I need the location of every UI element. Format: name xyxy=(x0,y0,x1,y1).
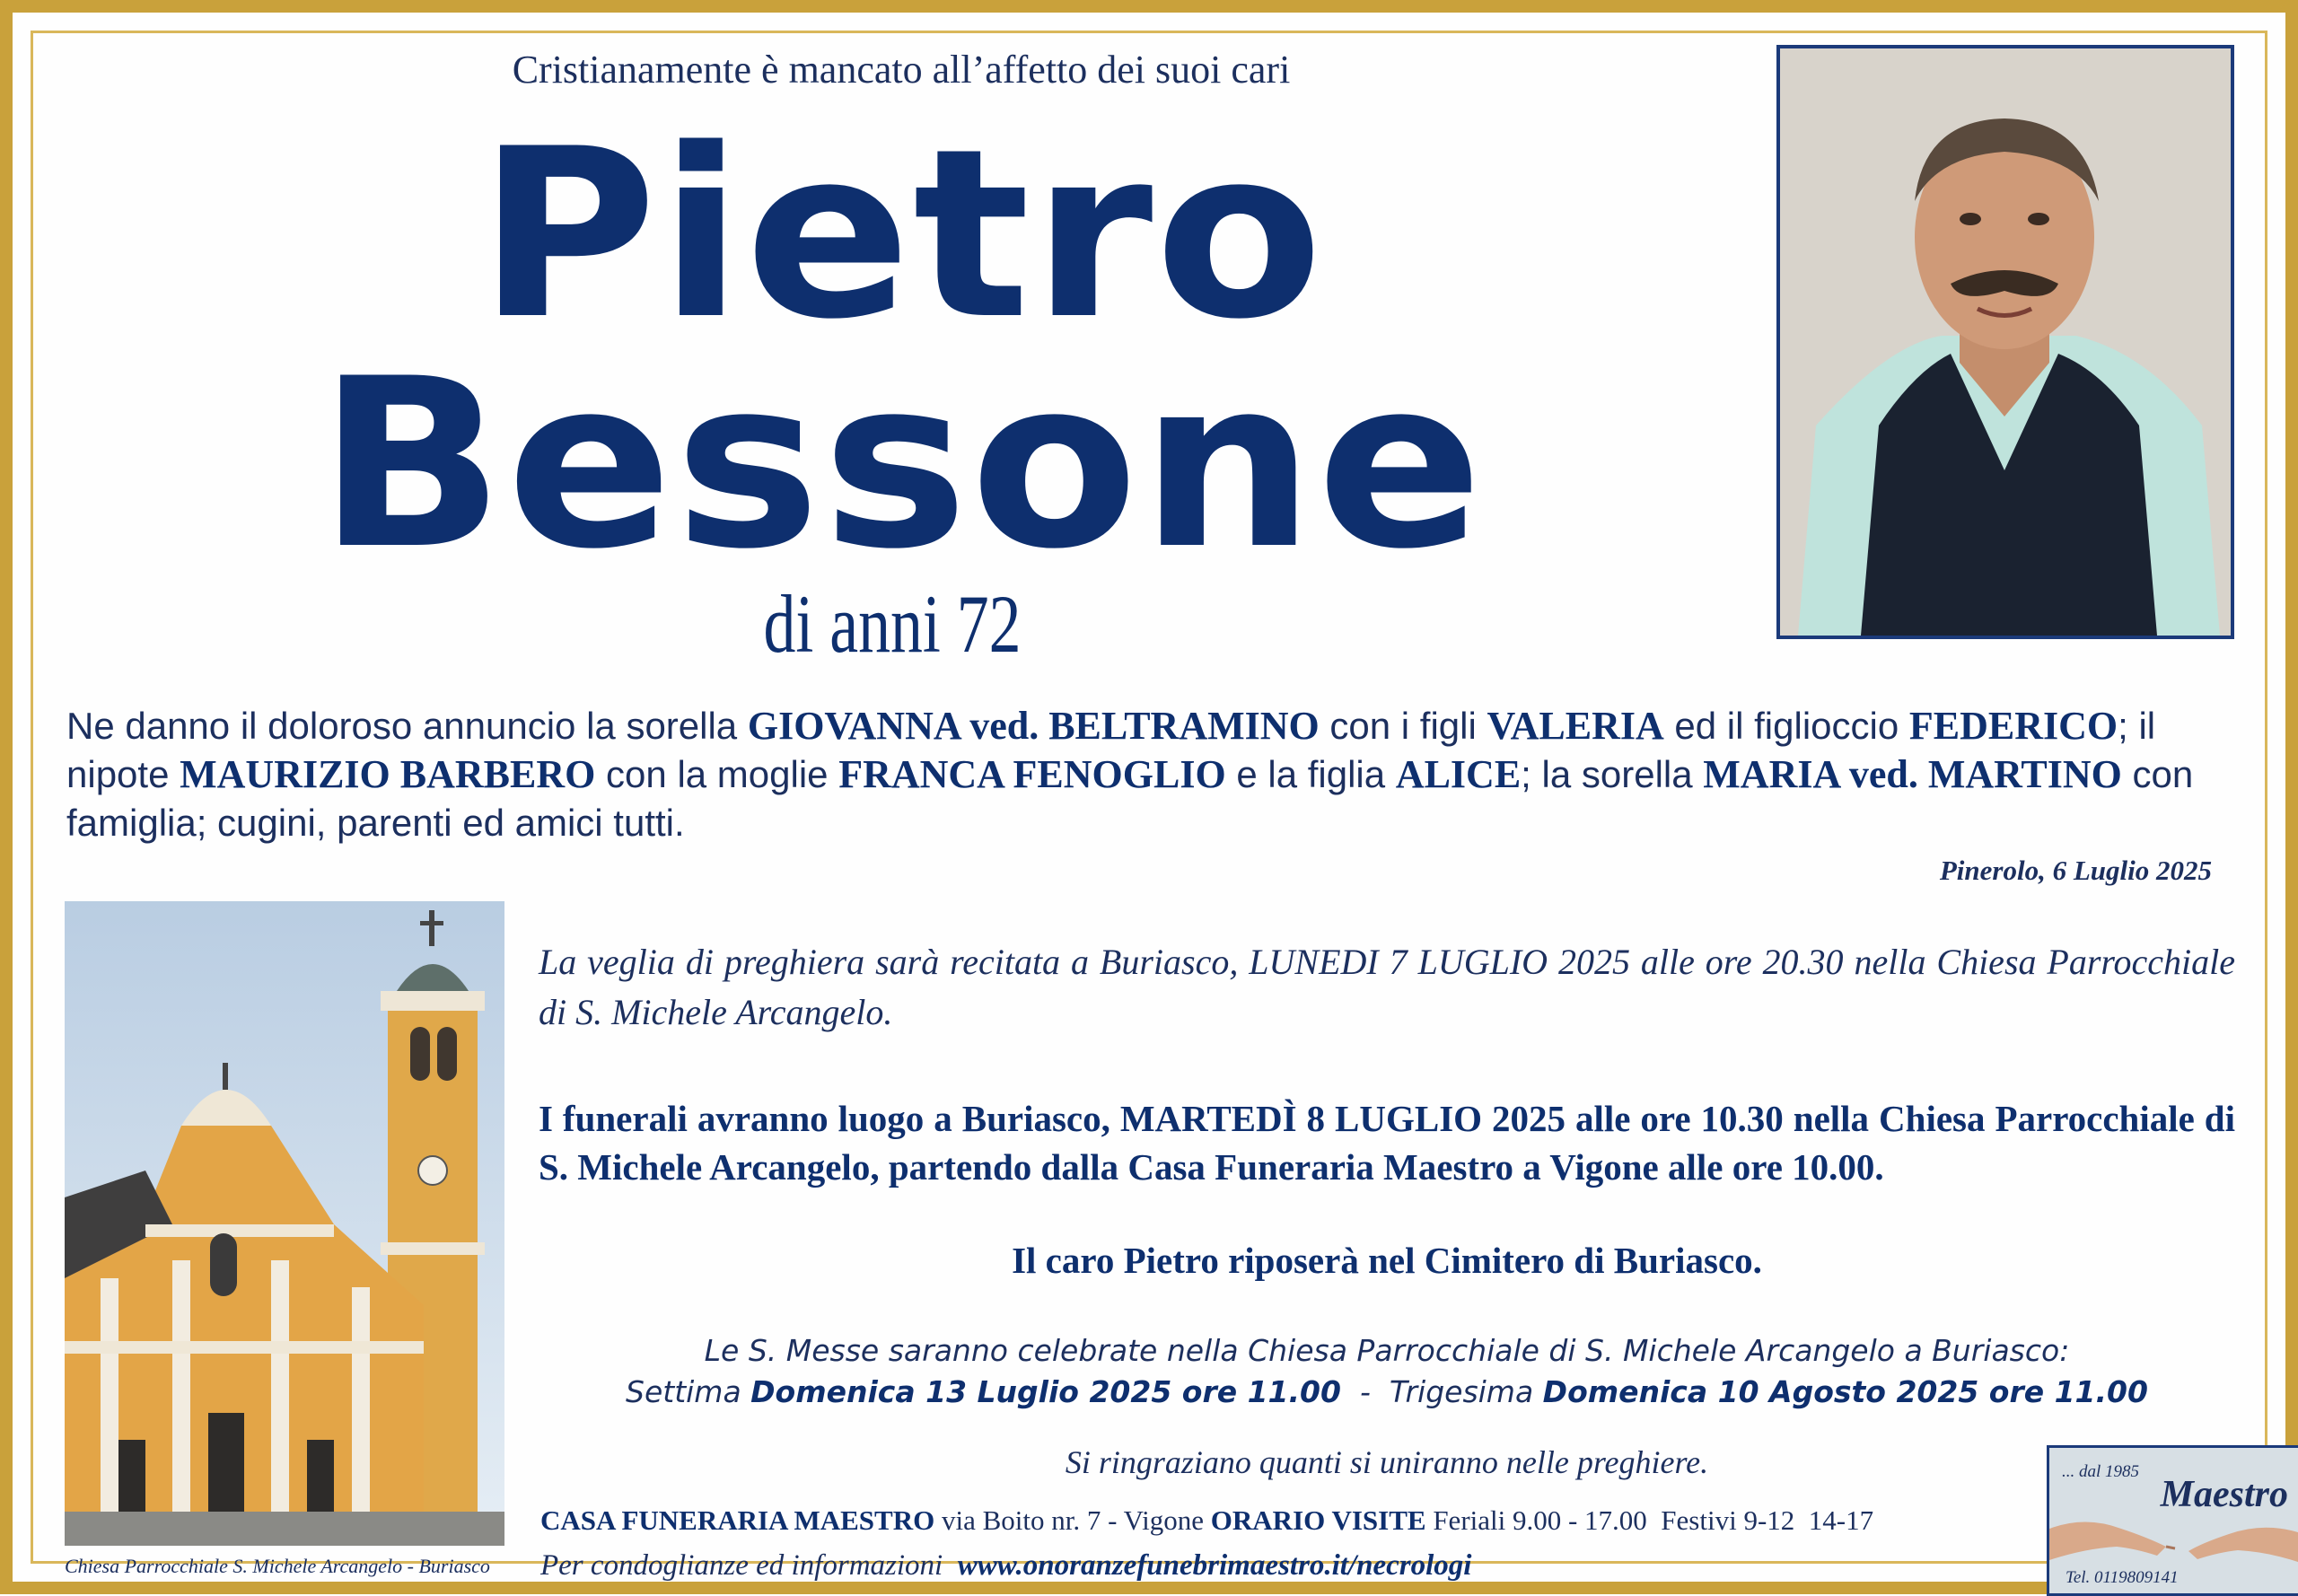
announcement-paragraph xyxy=(66,702,2239,847)
contact-label: Per condoglianze ed informazioni xyxy=(540,1549,958,1582)
church-photo xyxy=(65,901,504,1546)
announce-text: con la moglie xyxy=(595,753,839,795)
church-caption: Chiesa Parrocchiale S. Michele Arcangelo - Buriasco xyxy=(65,1555,490,1577)
announce-text: ; la sorella xyxy=(1521,753,1704,795)
deceased-portrait-photo xyxy=(1776,45,2234,639)
deceased-last-name: Bessone xyxy=(318,329,1485,601)
relative-name: MAURIZIO BARBERO xyxy=(180,752,596,796)
announce-text: ; il nipote xyxy=(66,705,2156,795)
masses-notice xyxy=(539,1330,2235,1413)
relative-name: FRANCA FENOGLIO xyxy=(838,752,1226,796)
vigil-notice: La veglia di preghiera sarà recitata a Buriasco, LUNEDI 7 LUGLIO 2025 alle ore 20.30 nella Chiesa Parrocchiale di S. Michele Arcangelo. xyxy=(539,942,2235,1032)
logo-phone: Tel. 0119809141 xyxy=(2066,1568,2179,1587)
deceased-age: di anni 72 xyxy=(763,578,1022,670)
settima-label: Settima xyxy=(626,1374,751,1409)
announce-text: Ne danno il doloroso annuncio la sorella xyxy=(66,705,748,747)
announce-text: con i figli xyxy=(1319,705,1487,747)
church-illustration xyxy=(65,901,504,1546)
logo-since: ... dal 1985 xyxy=(2062,1462,2140,1481)
masses-separator: - xyxy=(1340,1374,1390,1409)
deceased-first-name: Pietro xyxy=(477,100,1326,371)
masses-dates xyxy=(539,1372,2235,1413)
thanks-line: Si ringraziano quanti si uniranno nelle preghiere. xyxy=(1065,1444,1709,1480)
funeral-home-name: CASA FUNERARIA MAESTRO xyxy=(540,1504,935,1536)
announce-text: con famiglia; cugini, parenti ed amici tutti. xyxy=(66,753,2194,844)
settima-date: Domenica 13 Luglio 2025 ore 11.00 xyxy=(750,1374,1341,1409)
place-and-date: Pinerolo, 6 Luglio 2025 xyxy=(1939,855,2212,886)
visiting-hours-label: ORARIO VISITE xyxy=(1210,1504,1426,1536)
relative-name: GIOVANNA ved. BELTRAMINO xyxy=(747,704,1320,748)
announce-text: e la figlia xyxy=(1225,753,1396,795)
relative-name: ALICE xyxy=(1395,752,1522,796)
funeral-home-logo xyxy=(2047,1445,2298,1596)
announce-text: ed il figlioccio xyxy=(1663,705,1909,747)
relative-name: FEDERICO xyxy=(1908,704,2118,748)
masses-intro: Le S. Messe saranno celebrate nella Chiesa Parrocchiale di S. Michele Arcangelo a Buriasco: xyxy=(704,1333,2070,1368)
trigesima-date: Domenica 10 Agosto 2025 ore 11.00 xyxy=(1542,1374,2148,1409)
relative-name: MARIA ved. MARTINO xyxy=(1703,752,2122,796)
visiting-hours: Feriali 9.00 - 17.00 Festivi 9-12 14-17 xyxy=(1425,1504,1874,1536)
portrait-illustration xyxy=(1780,48,2231,636)
relative-name: VALERIA xyxy=(1487,704,1664,748)
burial-notice: Il caro Pietro riposerà nel Cimitero di Buriasco. xyxy=(1012,1240,1762,1281)
funeral-home-address: via Boito nr. 7 - Vigone xyxy=(934,1504,1211,1536)
intro-line: Cristianamente è mancato all’affetto dei suoi cari xyxy=(512,48,1291,92)
funeral-home-info xyxy=(540,1504,1995,1537)
trigesima-label: Trigesima xyxy=(1389,1374,1543,1409)
contact-info xyxy=(540,1549,1995,1583)
logo-brand: Maestro xyxy=(2160,1474,2288,1515)
funeral-notice: I funerali avranno luogo a Buriasco, MARTEDÌ 8 LUGLIO 2025 alle ore 10.30 nella Chiesa Parrocchiale di S. Michele Arcangelo, partendo dalla Casa Funeraria Maestro a Vigone alle ore 10.00. xyxy=(539,1098,2235,1188)
website-link[interactable]: www.onoranzefunebrimaestro.it/necrologi xyxy=(957,1549,1472,1582)
